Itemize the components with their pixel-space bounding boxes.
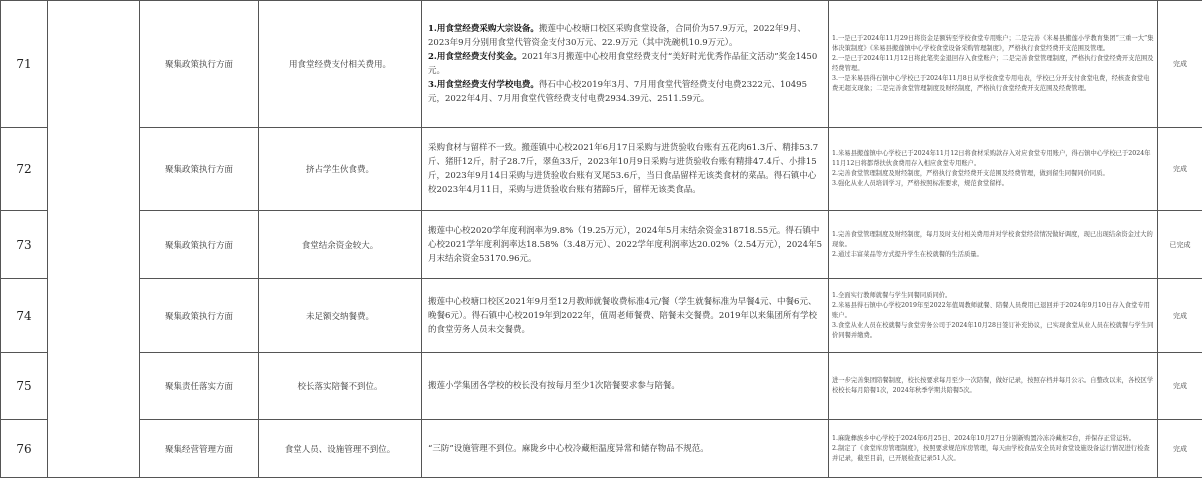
detail-text: 搬莲中心校2020学年度利润率为9.8%（19.25万元），2024年5月末结余资金318718.55元。得石镇中心校2021学年度利润率达18.58%（3.48万元）、2022学年度利润率达20.02%（2.54万元），2024年5月末结余资金53170.96元。: [428, 225, 822, 264]
detail-text: 得石中心校2019年3月、7月用食堂代管经费支付电费2322元、10495元，2022年4月、7月用食堂代管经费支付电费2934.39元、2511.59元。: [428, 80, 807, 104]
issue-category: 聚集政策执行方面: [140, 211, 259, 279]
detail-heading: 1.用食堂经费采购大宗设备。: [428, 24, 539, 34]
measure-item: 2.一是已于2024年11月12日将此笔奖金退回存入食堂账户；二是完善食堂管理制度，严格执行食堂经费开支范围及经费管理。: [832, 55, 1154, 72]
issue-details: [422, 211, 829, 279]
issue-category: 聚集经营管理方面: [140, 420, 259, 478]
measure-item: 1.一是已于2024年11月29日将资金足额转至学校食堂专用账户；二是完善《米易县搬莲小学教育集团“三重一大”集体决策制度》《米易县搬莲镇中心学校食堂设备采购管理制度》，严格执行食堂经费开支范围及管理。: [832, 35, 1154, 52]
issue-summary: 用食堂经费支付相关费用。: [259, 1, 422, 128]
merged-blank-cell: [48, 1, 140, 478]
detail-heading: 3.用食堂经费支付学校电费。: [428, 80, 539, 90]
issue-summary: 挤占学生伙食费。: [259, 128, 422, 211]
rectification-measures: [829, 1, 1158, 128]
status-cell: 完成: [1158, 420, 1202, 478]
issue-category: 聚集政策执行方面: [140, 279, 259, 353]
rectification-measures: [829, 279, 1158, 353]
issue-details: [422, 128, 829, 211]
detail-text: 采购食材与留样不一致。搬莲镇中心校2021年6月17日采购与进货验收台账有五花肉61.3斤、精排53.7斤、猪肝12斤，肘子28.7斤，翠鱼33斤，2023年10月9日采购与进货验收台账有精排47.4斤、小排15斤，2023年9月14日采购与进货验收台账有叉尾53.6斤，当日食品留样无该类食材的菜品。得石镇中心校2023年4月11日，采购与进货验收台账有猪蹄5斤，留样无该类食品。: [428, 143, 819, 195]
detail-text: 2021年3月搬莲中心校用食堂经费支付“美好时光优秀作品征文活动”奖金1450元。: [428, 52, 818, 76]
issue-details: [422, 420, 829, 478]
measure-item: 3.一是米易县得石镇中心学校已于2024年11月8日从学校食堂专用电表，学校已分开支付食堂电费，经核查食堂电费无超支现象；二是完善食堂管理制度及财经制度，严格执行食堂经费开支范围及经费管理。: [832, 75, 1150, 92]
issue-summary: 校长落实陪餐不到位。: [259, 353, 422, 420]
issue-summary: 未足额交纳餐费。: [259, 279, 422, 353]
issue-details: [422, 353, 829, 420]
measure-item: 1.完善食堂管理制度及财经制度，每月及时支付相关费用并对学校食堂经营情况做好调度，现已出现结余资金过大的现象。: [832, 230, 1153, 248]
row-number: 76: [1, 420, 48, 478]
rectification-measures: [829, 128, 1158, 211]
issue-category: 聚集政策执行方面: [140, 1, 259, 128]
measure-item: 3.强化从业人员培训学习，严格按照标准要求，规范食堂留样。: [832, 180, 1009, 187]
status-cell: 完成: [1158, 1, 1202, 128]
issue-category: 聚集政策执行方面: [140, 128, 259, 211]
rectification-measures: [829, 211, 1158, 279]
table-row: [1, 1, 1202, 128]
issue-summary: 食堂人员、设施管理不到位。: [259, 420, 422, 478]
row-number: 75: [1, 353, 48, 420]
measure-item: 2.制定了《食堂库房管理制度》，按照要求规范库房管理，每天由学校食品安全员对食堂设施设备运行情况进行检查并记录，截至目前，已开展检查记录51人次。: [832, 444, 1150, 462]
measure-item: 1.全面实行教师就餐与学生同餐同质同价。: [832, 291, 952, 299]
status-cell: 已完成: [1158, 211, 1202, 279]
detail-text: “三防”设施管理不到位。麻陇乡中心校冷藏柜温度异常和储存物品不规范。: [428, 443, 709, 454]
measure-item: 2.完善食堂管理制度及财经制度，严格执行食堂经费开支范围及经费管理，做到留生同餐同价同质。: [832, 170, 1109, 177]
row-number: 74: [1, 279, 48, 353]
measure-item: 进一步完善集团陪餐制度，校长按要求每月至少一次陪餐，做好记录，按照存档并每月公示。自整改以来，各校区学校校长每月陪餐1次，2024年秋季学期共陪餐5次。: [832, 377, 1154, 394]
status-cell: 完成: [1158, 353, 1202, 420]
issue-details: [422, 279, 829, 353]
status-cell: 完成: [1158, 279, 1202, 353]
row-number: 72: [1, 128, 48, 211]
table-row: [1, 211, 1202, 279]
measure-item: 2.通过丰富菜品等方式提升学生在校就餐的生活质量。: [832, 250, 983, 258]
measure-item: 2.米易县得石镇中心学校2019年至2022年值周教师就餐、陪餐人员费用已退回并于2024年9月10日存入食堂专用账户。: [832, 301, 1150, 319]
table-row: [1, 420, 1202, 478]
issue-category: 聚集责任落实方面: [140, 353, 259, 420]
measure-item: 1.米易县搬莲镇中心学校已于2024年11月12日将食材采购款存入对应食堂专用账户，得石镇中心学校已于2024年11月12日将都帮扶伙食费用存入相应食堂专用账户。: [832, 150, 1151, 167]
row-number: 71: [1, 1, 48, 128]
detail-text: 搬莲小学集团各学校的校长没有按每月至少1次陪餐要求参与陪餐。: [428, 381, 680, 391]
issue-summary: 食堂结余资金较大。: [259, 211, 422, 279]
rectification-measures: [829, 420, 1158, 478]
row-number: 73: [1, 211, 48, 279]
table-row: [1, 353, 1202, 420]
measure-item: 1.麻陇彝族乡中心学校于2024年6月25日、2024年10月27日分别新购置冷冻冷藏柜2台，并保存正常运转。: [832, 434, 1136, 442]
issue-details: [422, 1, 829, 128]
measure-item: 3.食堂从业人员在校就餐与食堂劳务公司于2024年10月28日签订补充协议，已实现食堂从业人员在校就餐与学生同价同餐并缴费。: [832, 321, 1154, 339]
detail-text: 搬莲中心校塘口校区2021年9月至12月教师就餐收费标准4元/餐（学生就餐标准为早餐4元、中餐6元、晚餐6元）。得石镇中心校2019年到2022年，值周老师餐费、陪餐未交餐费。2019年以来集团所有学校的食堂劳务人员未交餐费。: [428, 296, 818, 335]
rectification-measures: [829, 353, 1158, 420]
table-row: [1, 128, 1202, 211]
status-cell: 完成: [1158, 128, 1202, 211]
detail-heading: 2.用食堂经费支付奖金。: [428, 52, 522, 62]
detail-text: 搬莲中心校塘口校区采购食堂设备，合同价为57.9万元，2022年9月、2023年9月分别用食堂代管资金支付30万元、22.9万元（其中洗碗机10.9万元）。: [428, 24, 806, 48]
table-row: [1, 279, 1202, 353]
